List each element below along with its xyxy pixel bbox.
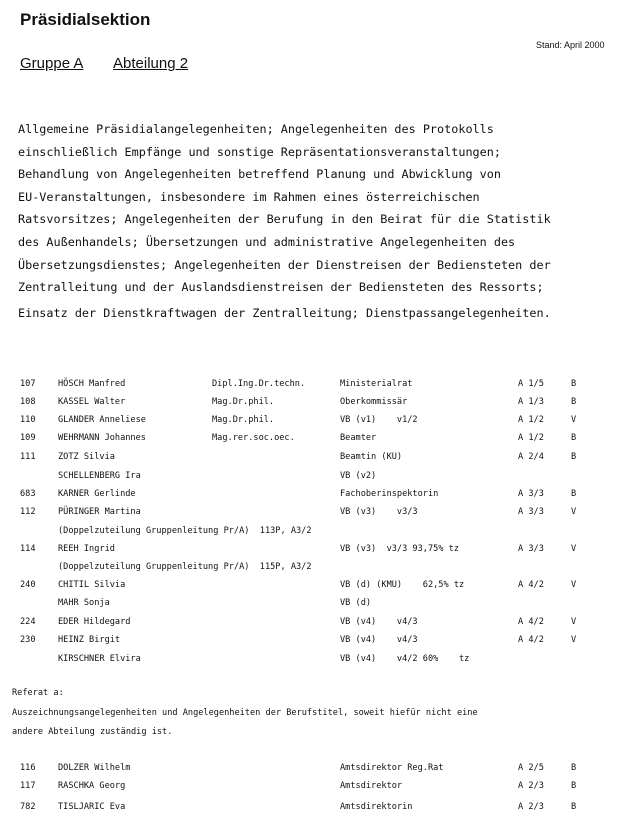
pay-grade: A 1/2 [518,433,544,443]
pay-grade: A 3/3 [518,489,544,499]
responsibilities-paragraph [18,118,618,324]
staff-position: VB (v3) v3/3 [340,507,418,517]
status-code: B [571,379,577,389]
pay-grade: A 4/2 [518,635,544,645]
paragraph-line: einschließlich Empfänge und sonstige Repräsentationsveranstaltungen; [18,144,501,159]
pay-grade: A 2/4 [518,452,544,462]
paragraph-line: Einsatz der Dienstkraftwagen der Zentralleitung; Dienstpassangelegenheiten. [18,305,551,320]
staff-name: PÜRINGER Martina [58,507,141,517]
status-code: V [571,635,577,645]
room-number: 224 [20,617,36,627]
status-date: Stand: April 2000 [536,40,605,50]
staff-name: HÖSCH Manfred [58,379,126,389]
pay-grade: A 2/5 [518,763,544,773]
staff-position: VB (v4) v4/3 [340,617,418,627]
referat-heading: Referat a: [12,688,64,698]
staff-position: VB (d) [340,598,372,608]
staff-name: MAHR Sonja [58,598,110,608]
staff-name: RASCHKA Georg [58,781,126,791]
pay-grade: A 2/3 [518,802,544,812]
staff-position: VB (v4) v4/3 [340,635,418,645]
room-number: 240 [20,580,36,590]
paragraph-line: Ratsvorsitzes; Angelegenheiten der Berufung in den Beirat für die Statistik [18,212,551,227]
room-number: 110 [20,415,36,425]
room-number: 230 [20,635,36,645]
paragraph-line: Behandlung von Angelegenheiten betreffend Planung und Abwicklung von [18,167,501,182]
staff-position: VB (v4) v4/2 60% tz [340,654,470,664]
assignment-note: (Doppelzuteilung Gruppenleitung Pr/A) 113P, A3/2 [58,526,312,536]
referat-text-line: andere Abteilung zuständig ist. [12,727,173,737]
pay-grade: A 2/3 [518,781,544,791]
staff-position: VB (d) (KMU) 62,5% tz [340,580,465,590]
paragraph-line: Zentralleitung und der Auslandsdienstreisen der Bediensteten des Ressorts; [18,280,544,295]
table-row [0,507,634,521]
table-row [0,379,634,393]
assignment-note: (Doppelzuteilung Gruppenleitung Pr/A) 115P, A3/2 [58,562,312,572]
staff-name: ZOTZ Silvia [58,452,115,462]
room-number: 111 [20,452,36,462]
table-row [0,397,634,411]
table-row [0,489,634,503]
group-heading: Gruppe A [20,55,84,72]
room-number: 107 [20,379,36,389]
status-code: B [571,763,577,773]
staff-position: Beamtin (KU) [340,452,403,462]
pay-grade: A 4/2 [518,617,544,627]
staff-position: Fachoberinspektorin [340,489,439,499]
table-row [0,617,634,631]
table-row [0,598,634,612]
staff-position: Beamter [340,433,377,443]
paragraph-line: Allgemeine Präsidialangelegenheiten; Angelegenheiten des Protokolls [18,122,494,136]
staff-position: Amtsdirektor [340,781,403,791]
status-code: V [571,507,577,517]
section-title: Präsidialsektion [20,10,151,29]
table-row [0,763,634,777]
status-code: B [571,397,577,407]
staff-position: VB (v2) [340,471,377,481]
room-number: 114 [20,544,36,554]
staff-position: Amtsdirektor Reg.Rat [340,763,444,773]
staff-position: VB (v1) v1/2 [340,415,418,425]
staff-name: TISLJARIC Eva [58,802,126,812]
status-code: V [571,617,577,627]
status-code: B [571,452,577,462]
table-row [0,415,634,429]
staff-name: REEH Ingrid [58,544,115,554]
status-code: V [571,544,577,554]
room-number: 109 [20,433,36,443]
paragraph-line: des Außenhandels; Übersetzungen und administrative Angelegenheiten des [18,234,516,249]
room-number: 108 [20,397,36,407]
room-number: 117 [20,781,36,791]
staff-name: SCHELLENBERG Ira [58,471,141,481]
table-row [0,544,634,558]
staff-name: HEINZ Birgit [58,635,121,645]
pay-grade: A 3/3 [518,507,544,517]
status-code: B [571,802,577,812]
academic-title: Mag.rer.soc.oec. [212,433,295,443]
table-row-note [0,562,634,576]
table-row [0,452,634,466]
staff-name: KARNER Gerlinde [58,489,136,499]
staff-position: Oberkommissär [340,397,408,407]
staff-name: EDER Hildegard [58,617,131,627]
pay-grade: A 1/2 [518,415,544,425]
status-code: B [571,781,577,791]
status-code: V [571,415,577,425]
table-row [0,580,634,594]
pay-grade: A 1/3 [518,397,544,407]
paragraph-line: Übersetzungsdienstes; Angelegenheiten der Dienstreisen der Bediensteten der [18,257,551,272]
staff-position: VB (v3) v3/3 93,75% tz [340,544,459,554]
staff-name: KASSEL Walter [58,397,126,407]
pay-grade: A 3/3 [518,544,544,554]
staff-position: Amtsdirektorin [340,802,413,812]
room-number: 112 [20,507,36,517]
academic-title: Mag.Dr.phil. [212,415,275,425]
status-code: B [571,433,577,443]
paragraph-line: EU-Veranstaltungen, insbesondere im Rahmen eines österreichischen [18,189,480,204]
department-heading: Abteilung 2 [113,55,189,72]
staff-name: CHITIL Silvia [58,580,126,590]
status-code: V [571,580,577,590]
pay-grade: A 1/5 [518,379,544,389]
staff-name: KIRSCHNER Elvira [58,654,141,664]
table-row [0,433,634,447]
table-row [0,802,634,816]
room-number: 683 [20,489,36,499]
table-row [0,471,634,485]
academic-title: Dipl.Ing.Dr.techn. [212,379,306,389]
academic-title: Mag.Dr.phil. [212,397,275,407]
staff-name: DOLZER Wilhelm [58,763,131,773]
referat-text-line: Auszeichnungsangelegenheiten und Angelegenheiten der Berufstitel, soweit hiefür nicht eine [12,708,478,718]
status-code: B [571,489,577,499]
staff-name: GLANDER Anneliese [58,415,146,425]
room-number: 116 [20,763,36,773]
table-row [0,635,634,649]
table-row-note [0,526,634,540]
staff-position: Ministerialrat [340,379,413,389]
table-row [0,654,634,668]
staff-name: WEHRMANN Johannes [58,433,146,443]
table-row [0,781,634,795]
room-number: 782 [20,802,36,812]
pay-grade: A 4/2 [518,580,544,590]
